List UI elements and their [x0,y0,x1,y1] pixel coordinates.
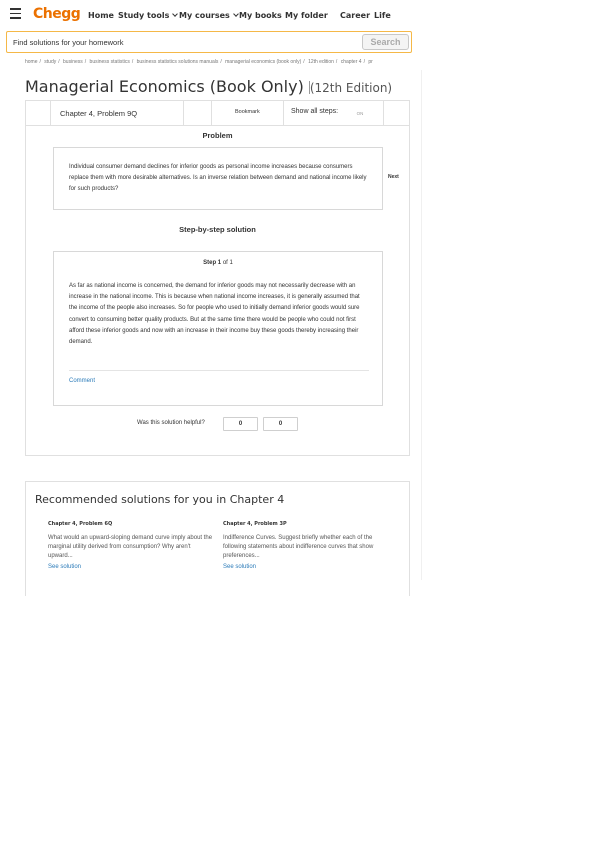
breadcrumb-business-statistics[interactable]: business statistics [89,59,130,65]
next-button[interactable]: Next [388,174,399,180]
chevron-down-icon [233,11,239,17]
chapter-problem-label: Chapter 4, Problem 9Q [60,109,138,118]
thumbs-down-button[interactable]: 0 [263,417,298,431]
helpful-question: Was this solution helpful? [137,420,205,426]
breadcrumb-solutions-manuals[interactable]: business statistics solutions manuals [136,59,219,65]
nav-study-tools[interactable] [118,11,177,20]
hamburger-menu-icon[interactable] [10,8,21,18]
see-solution-link[interactable]: See solution [223,564,257,570]
step-box [53,251,383,406]
nav-my-folder[interactable]: My folder [285,11,328,20]
chevron-down-icon [172,11,178,17]
step-count: of 1 [222,260,233,266]
nav-career[interactable]: Career [340,11,371,20]
show-all-steps-toggle[interactable]: ON [356,111,364,116]
breadcrumb-home[interactable]: home [25,59,38,65]
search-bar [6,31,412,53]
recommended-card-title[interactable]: Chapter 4, Problem 3P [223,521,287,527]
step-divider [69,370,369,371]
nav-my-books[interactable]: My books [239,11,282,20]
breadcrumb-book[interactable]: managerial economics (book only) [225,59,302,65]
breadcrumb-chapter[interactable]: chapter 4 [340,59,362,65]
problem-heading: Problem [202,131,233,140]
thumbs-up-button[interactable]: 0 [223,417,258,431]
step-title [54,260,382,266]
prev-problem-button[interactable] [26,101,51,125]
show-all-steps-label: Show all steps: [291,108,339,115]
solution-panel [25,100,410,456]
right-column-divider [421,70,422,580]
toolbar-spacer [184,101,212,125]
recommended-card[interactable] [48,521,213,570]
title-divider [309,81,310,94]
top-navigation [0,0,595,30]
edition-label: (12th Edition) [309,81,393,95]
breadcrumb-edition[interactable]: 12th edition [308,59,334,65]
recommended-title: Recommended solutions for you in Chapter 4 [35,493,285,506]
problem-text: Individual consumer demand declines for inferior goods as personal income increases because consumers replace them with more desirable alternatives. Is an inverse relation between demand and national income likely for such products? [69,164,367,192]
recommended-solutions [25,481,410,596]
recommended-card-desc: What would an upward-sloping demand curve imply about the marginal utility derived from consumption? Why aren't upward... [48,535,213,559]
breadcrumb-problem[interactable]: pr [368,59,373,65]
breadcrumb: home / study / business / business statistics / business statistics solutions manuals / managerial economics (book only) / 12th edition / chapter 4 / pr [25,59,373,65]
recommended-card[interactable] [223,521,388,570]
comment-link[interactable]: Comment [69,378,96,384]
nav-life[interactable]: Life [374,11,391,20]
search-button[interactable]: Search [362,34,409,50]
solution-heading: Step-by-step solution [179,225,256,234]
nav-home[interactable]: Home [88,11,114,20]
solution-toolbar [26,101,409,126]
page-title-row [25,77,392,97]
search-input[interactable] [13,35,353,49]
recommended-card-title[interactable]: Chapter 4, Problem 6Q [48,521,113,527]
problem-box [53,147,383,210]
nav-my-courses[interactable] [179,11,238,20]
chegg-logo[interactable]: Chegg [33,6,81,22]
bookmark-label: Bookmark [235,109,260,115]
page-title: Managerial Economics (Book Only) [25,77,304,96]
breadcrumb-study[interactable]: study [44,59,57,65]
nav-study-tools-label: Study tools [118,11,170,20]
step-label: Step 1 [203,260,222,266]
step-text: As far as national income is concerned, the demand for inferior goods may not necessarily decrease with an increase in the national income. This is because when national income increases, it is generally assumed that the income of the people also increases. So for people who used to initially demand inferior goods would sure convert to consuming better quality products. But at the same time there would be people who could not first afford these inferior goods and now with an increase in their income buy these goods thereby increasing their demand. [69,283,360,346]
see-solution-link[interactable]: See solution [48,564,82,570]
nav-my-courses-label: My courses [179,11,230,20]
recommended-card-desc: Indifference Curves. Suggest briefly whether each of the following statements about indifference curves that show preferences... [223,535,374,559]
breadcrumb-business[interactable]: business [63,59,83,65]
